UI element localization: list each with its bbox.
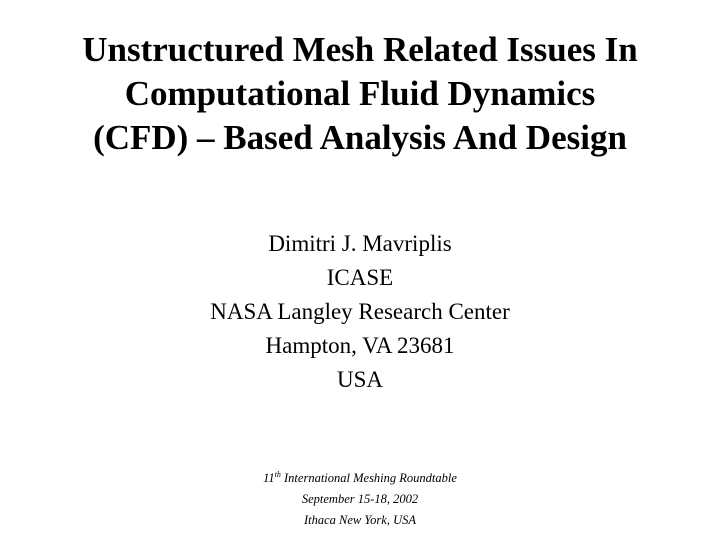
author-country: USA	[336, 367, 383, 392]
title-line-2: Computational Fluid Dynamics	[124, 74, 596, 113]
event-name	[0, 468, 720, 489]
author-center: NASA Langley Research Center	[210, 299, 510, 324]
event-ordinal-suffix: th	[274, 469, 281, 479]
event-ordinal-number: 11	[263, 471, 275, 485]
author-name: Dimitri J. Mavriplis	[268, 231, 452, 256]
event-location: Ithaca New York, USA	[303, 513, 417, 527]
event-title: International Meshing Roundtable	[280, 471, 457, 485]
title-line-1: Unstructured Mesh Related Issues In	[82, 30, 638, 69]
author-block	[0, 227, 720, 397]
author-city: Hampton, VA 23681	[265, 333, 455, 358]
title-line-3: (CFD) – Based Analysis And Design	[93, 118, 627, 157]
author-organization: ICASE	[326, 265, 394, 290]
event-dates: September 15-18, 2002	[301, 492, 419, 506]
slide-title	[0, 28, 720, 160]
event-block	[0, 468, 720, 531]
